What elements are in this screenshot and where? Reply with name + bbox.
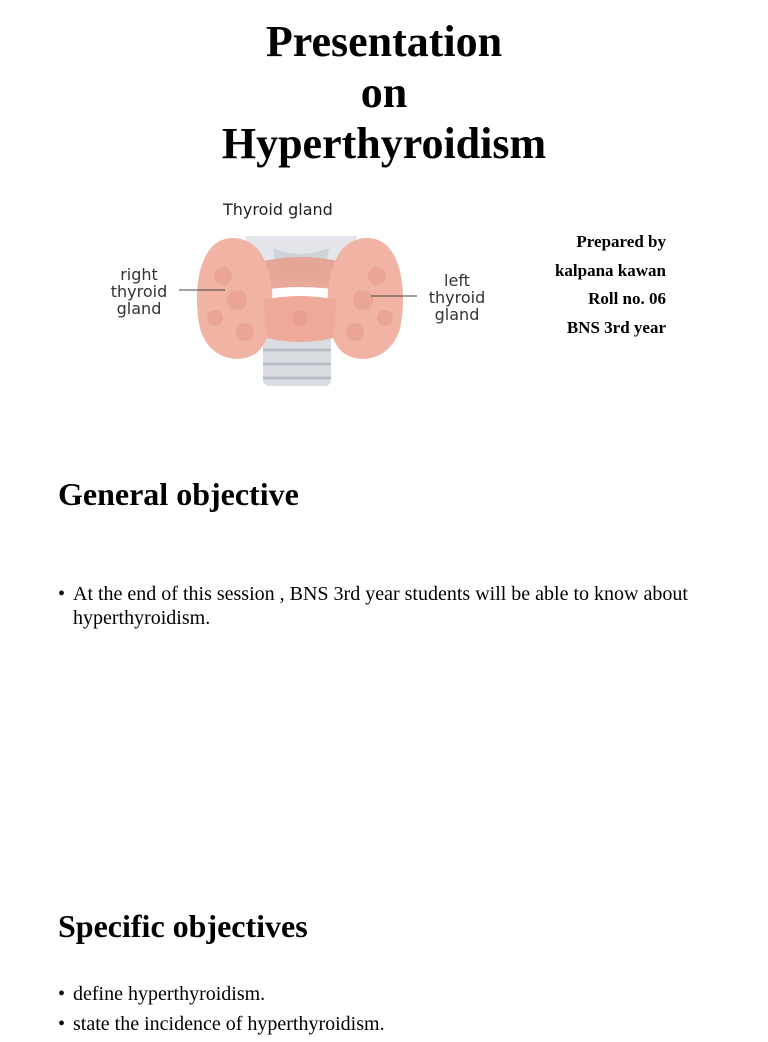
title-line-2: on <box>360 68 408 117</box>
right-thyroid-gland-label <box>99 266 179 317</box>
thyroid-gland-illustration <box>95 196 505 392</box>
specific-objectives-slide <box>0 864 768 1035</box>
slide-heading: General objective <box>58 476 299 512</box>
course-year: BNS 3rd year <box>566 318 666 338</box>
list-item <box>58 582 718 630</box>
presentation-title <box>0 16 768 169</box>
title-line-1: Presentation <box>265 17 503 66</box>
roll-number: Roll no. 06 <box>588 289 666 309</box>
bullet-text: At the end of this session , BNS 3rd year students will be able to know about hyperthyroidism. <box>73 583 688 629</box>
general-objective-slide <box>0 432 768 864</box>
list-item <box>58 1012 718 1036</box>
left-thyroid-gland-label <box>417 272 497 323</box>
title-slide <box>0 0 768 432</box>
left-label-line: gland <box>434 305 480 324</box>
prepared-by-label: Prepared by <box>576 232 666 251</box>
title-line-3: Hyperthyroidism <box>221 119 547 168</box>
bullet-icon: • <box>58 983 66 1005</box>
author-name: kalpana kawan <box>554 260 666 280</box>
left-label-line: left <box>444 271 470 290</box>
bullet-list <box>58 982 718 1042</box>
bullet-icon: • <box>58 583 66 605</box>
bullet-text: define hyperthyroidism. <box>73 983 266 1005</box>
bullet-text: state the incidence of hyperthyroidism. <box>73 1013 385 1035</box>
figure-title: Thyroid gland <box>223 200 333 219</box>
bullet-list <box>58 582 718 630</box>
list-item <box>58 982 718 1006</box>
right-label-line: right <box>120 265 158 284</box>
left-label-line: thyroid <box>428 288 486 307</box>
bullet-icon: • <box>58 1013 66 1035</box>
right-label-line: thyroid <box>110 282 168 301</box>
author-credits <box>555 228 666 343</box>
right-label-line: gland <box>116 299 162 318</box>
slide-heading: Specific objectives <box>58 908 308 944</box>
